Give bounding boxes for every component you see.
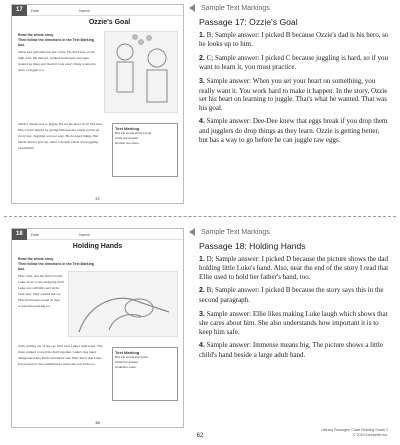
text-marking-line: Number the clues. [115, 141, 140, 145]
text-marking-box [112, 123, 178, 177]
name-field: Name [79, 231, 90, 237]
story-text: After getting out of the car, Dad took Luke's right hand. The three walked toward the mall together. Luke's tiny hand disappeared into Dad's enormous one. Ellie knew that Luke felt protected. She remembered when she was little too. [18, 344, 103, 366]
page-number: 62 [196, 433, 204, 439]
section-divider [4, 216, 396, 217]
date-field: Date [30, 7, 40, 13]
text-marking-title: Text Marking [115, 350, 140, 355]
name-field: Name [79, 7, 90, 13]
worksheet-title: Holding Hands [72, 243, 123, 250]
instruction-line: Then follow the directions in the Text Marking box. [18, 262, 94, 271]
answer-text: D; Sample answer: I picked D because the picture shows the dad holding little Luke's hand. Also, near the end of the story I read that Ellie used to hold her father's hand, too. [199, 254, 389, 281]
text-marking-box [112, 347, 178, 401]
answer-text: B; Sample answer: I picked B because the story says this in the second paragraph. [199, 286, 384, 304]
story-text: Ozzie had performed in the circus. He did tricks on the high wire. He danced, walked backwards and spun around up there and made it look easy! Ozzie wanted to learn to juggle too. [18, 50, 97, 72]
credit-line [321, 428, 388, 438]
left-arrow-icon [189, 4, 195, 12]
answer-heading: Passage 18: Holding Hands [199, 241, 306, 251]
instruction-line: Read the whole story. [18, 257, 54, 261]
sample-text-markings-tag [189, 4, 270, 12]
illustration-image [68, 271, 178, 337]
answer-item [199, 117, 389, 144]
worksheet-page-number: 37 [95, 196, 100, 201]
answer-item [199, 286, 389, 304]
text-marking-line: Circle the answer. [115, 136, 139, 140]
answer-number: 2. [199, 54, 205, 62]
answer-item [199, 341, 389, 359]
answer-item [199, 255, 389, 282]
answer-section-passage-18 [199, 242, 389, 365]
clown-juggling-illustration [105, 32, 179, 114]
worksheet-page-number: 38 [95, 420, 100, 425]
date-field: Date [30, 231, 40, 237]
worksheet-header [12, 5, 183, 16]
answer-number: 3. [199, 77, 205, 85]
worksheet-instruction [18, 257, 98, 272]
answer-text: Sample answer: Ellie likes making Luke laugh which shows that she cares about him. She also understands how important it is to keep him safe. [199, 309, 388, 336]
answer-text: B; Sample answer: I picked B because Ozzie's dad is his hero, so he looks up to him. [199, 30, 389, 49]
text-marking-line: Box the words Ozzie's goal. [115, 131, 152, 135]
story-text: Ozzie's dream was to juggle. He set his heart on it! The Dee-Dee Clown helped by giving him lessons. Ozzie practiced every day. Juggling was not easy. He dropped things. But Ozzie did not give up. After a month, Ozzie was juggling beautifully! [18, 122, 104, 150]
answer-number: 2. [199, 287, 205, 295]
text-marking-line: Underline clues. [115, 365, 137, 369]
worksheet-number: 18 [12, 229, 27, 240]
text-marking-title: Text Marking [115, 126, 140, 131]
answer-number: 1. [199, 255, 205, 263]
sample-text-markings-tag [189, 228, 270, 236]
worksheet-number: 17 [12, 5, 27, 16]
illustration-image [104, 31, 178, 113]
answer-text: Sample answer: Dee-Dee knew that eggs break if you drop them and jugglers do drop things as they learn. Ozzie is getting better, but has a way to go before he can juggle raw eggs. [199, 117, 388, 144]
answer-number: 1. [199, 31, 205, 39]
credit-text: Literacy Passages: Close Reading Grade 2 [320, 428, 388, 432]
answer-section-passage-17 [199, 18, 389, 149]
holding-hands-illustration [69, 272, 179, 338]
text-marking-line: Box the words that show. [115, 355, 149, 359]
text-marking-line: Circle the answer. [115, 360, 139, 364]
story-text: Ellie, Dad, and her little brother Luke drove to the shopping mall. Luke was still little and in the back seat. They parked the car. Ellie held Luke's hand as they crossed the parking lot. [18, 274, 65, 308]
worksheet-thumbnail-17 [11, 4, 184, 204]
tag-label: Sample Text Markings [201, 4, 270, 12]
tag-label: Sample Text Markings [201, 228, 270, 236]
answer-item [199, 31, 389, 49]
answer-item [199, 54, 389, 72]
copyright-text: © 2015 Scholastic Inc. [353, 433, 388, 437]
answer-number: 4. [199, 118, 205, 126]
left-arrow-icon [189, 228, 195, 236]
instruction-line: Then follow the directions in the Text Marking box. [18, 38, 94, 47]
instruction-line: Read the whole story. [18, 33, 54, 37]
answer-heading: Passage 17: Ozzie's Goal [199, 17, 298, 27]
answer-number: 3. [199, 310, 205, 318]
answer-item [199, 77, 389, 112]
worksheet-header [12, 229, 183, 240]
answer-item [199, 310, 389, 337]
answer-text: Sample answer: Immense means big. The picture shows a little child's hand beside a large adult hand. [199, 341, 383, 359]
answer-number: 4. [199, 342, 205, 350]
answer-text: Sample answer: When you set your heart on something, you really want it. You work hard to make it happen. In the story, Ozzie set his heart on learning to juggle. That's what he wanted. That was his goal. [199, 76, 388, 112]
worksheet-instruction [18, 33, 98, 48]
worksheet-thumbnail-18 [11, 228, 184, 428]
worksheet-title: Ozzie's Goal [88, 19, 131, 26]
answer-text: C; Sample answer: I picked C because juggling is hard, so if you want to learn it, you must practice. [199, 53, 388, 72]
